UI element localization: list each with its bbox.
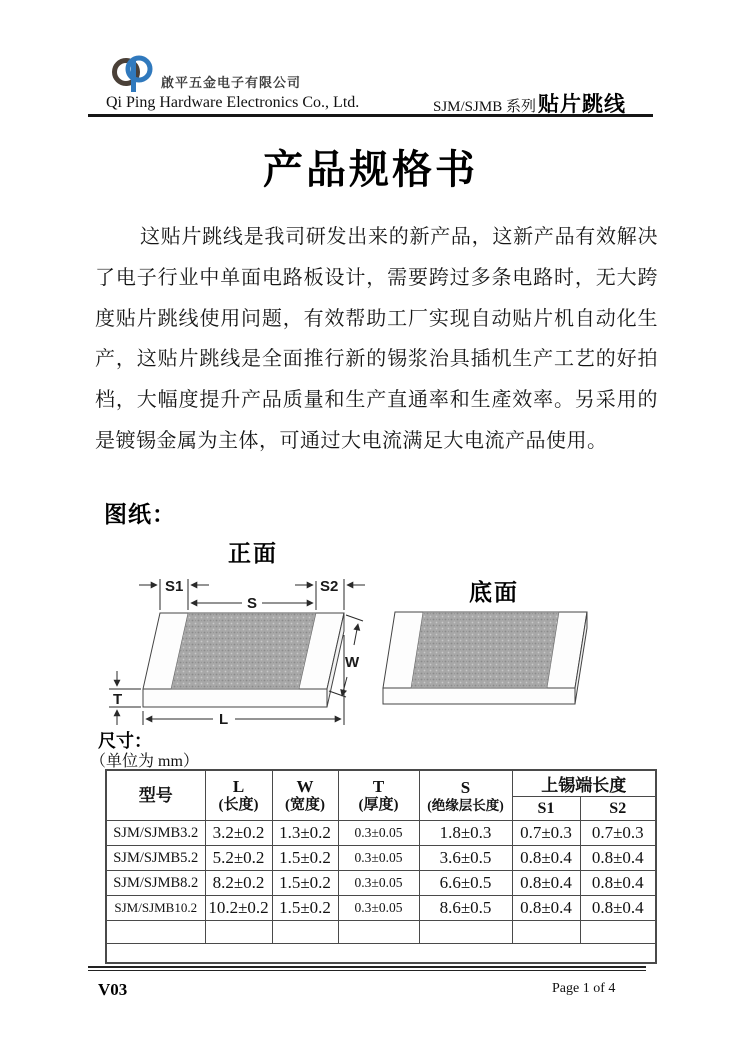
cell-t: 0.3±0.05 (338, 871, 419, 896)
front-view-drawing (95, 565, 380, 740)
footer-divider (88, 966, 646, 971)
spec-table (105, 769, 657, 964)
cell-l: 10.2±0.2 (205, 896, 272, 921)
dim-label-l: L (219, 711, 229, 728)
dim-label-w: W (345, 654, 360, 671)
table-merged-row (106, 944, 656, 964)
page-title: 产品规格书 (263, 148, 478, 192)
table-row (106, 871, 656, 896)
version-label: V03 (98, 980, 128, 999)
col-header-t: T (厚度) (338, 770, 419, 821)
bottom-view-drawing (378, 600, 610, 718)
unit-note: （单位为 mm） (90, 753, 199, 770)
front-insulation-area (171, 613, 316, 689)
cell-model: SJM/SJMB8.2 (106, 871, 205, 896)
table-empty-row (106, 921, 656, 944)
col-header-tin: 上锡端长度 (512, 770, 656, 797)
cell-w: 1.5±0.2 (272, 846, 338, 871)
dim-label-s2: S2 (320, 578, 339, 595)
drawings-heading: 图纸： (104, 501, 176, 527)
cell-s1: 0.8±0.4 (512, 871, 580, 896)
cell-model: SJM/SJMB3.2 (106, 821, 205, 846)
cell-model: SJM/SJMB5.2 (106, 846, 205, 871)
page-number: Page 1 of 4 (552, 981, 616, 996)
cell-s2: 0.8±0.4 (580, 871, 656, 896)
header-divider (88, 114, 653, 117)
table-row (106, 821, 656, 846)
cell-s1: 0.7±0.3 (512, 821, 580, 846)
company-name-cn: 啟平五金电子有限公司 (161, 75, 302, 90)
bottom-view-label: 底面 (469, 579, 519, 605)
front-view-label: 正面 (228, 540, 278, 566)
table-row (106, 846, 656, 871)
cell-s1: 0.8±0.4 (512, 896, 580, 921)
cell-l: 5.2±0.2 (205, 846, 272, 871)
cell-s2: 0.8±0.4 (580, 846, 656, 871)
series-label: SJM/SJMB 系列 (433, 99, 536, 115)
company-logo-icon (110, 50, 156, 94)
cell-s2: 0.8±0.4 (580, 896, 656, 921)
col-header-s1: S1 (512, 797, 580, 821)
col-header-s: S (绝缘层长度) (419, 770, 512, 821)
col-header-model: 型号 (106, 770, 205, 821)
cell-model: SJM/SJMB10.2 (106, 896, 205, 921)
size-heading: 尺寸： (98, 731, 152, 751)
cell-s: 1.8±0.3 (419, 821, 512, 846)
cell-s1: 0.8±0.4 (512, 846, 580, 871)
col-header-w: W (宽度) (272, 770, 338, 821)
product-name: 贴片跳线 (538, 93, 626, 116)
cell-t: 0.3±0.05 (338, 846, 419, 871)
col-header-l: L (长度) (205, 770, 272, 821)
cell-s: 3.6±0.5 (419, 846, 512, 871)
cell-s: 6.6±0.5 (419, 871, 512, 896)
dim-label-s1: S1 (165, 578, 184, 595)
cell-t: 0.3±0.05 (338, 821, 419, 846)
table-header-row-1 (106, 770, 656, 797)
front-chip-body (143, 613, 344, 707)
cell-w: 1.5±0.2 (272, 871, 338, 896)
cell-l: 8.2±0.2 (205, 871, 272, 896)
dim-label-s: S (247, 595, 258, 612)
col-header-s2: S2 (580, 797, 656, 821)
table-row (106, 896, 656, 921)
bottom-chip-body (383, 612, 587, 704)
intro-paragraph: 这贴片跳线是我司研发出来的新产品，这新产品有效解决了电子行业中单面电路板设计，需要跨过多条电路时，无大跨度贴片跳线使用问题，有效帮助工厂实现自动贴片机自动化生产，这贴片跳线是全面推行新的锡浆治具插机生产工艺的好拍档，大幅度提升产品质量和生产直通率和生產效率。另采用的是镀锡金属为主体，可通过大电流满足大电流产品使用。 (95, 226, 658, 452)
cell-l: 3.2±0.2 (205, 821, 272, 846)
company-name-en: Qi Ping Hardware Electronics Co., Ltd. (106, 94, 360, 111)
cell-w: 1.5±0.2 (272, 896, 338, 921)
cell-s2: 0.7±0.3 (580, 821, 656, 846)
dim-label-t: T (113, 691, 123, 708)
bottom-insulation-area (411, 612, 559, 688)
cell-w: 1.3±0.2 (272, 821, 338, 846)
cell-t: 0.3±0.05 (338, 896, 419, 921)
cell-s: 8.6±0.5 (419, 896, 512, 921)
